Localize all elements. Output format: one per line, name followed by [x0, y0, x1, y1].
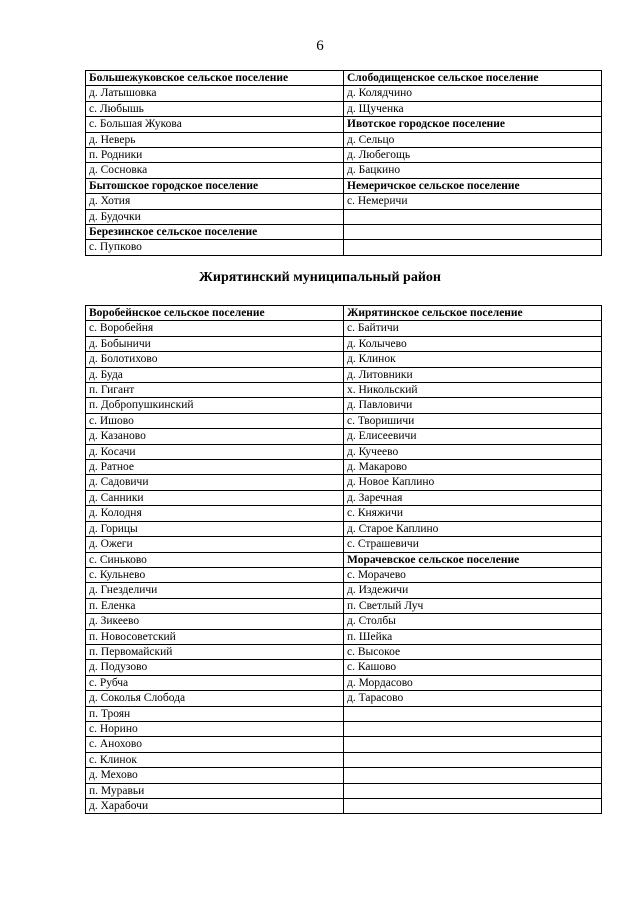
page-number: 6 — [316, 38, 324, 54]
table-row — [86, 660, 602, 675]
locality-cell: с. Норино — [86, 721, 344, 736]
table-row — [86, 117, 602, 132]
locality-cell: с. Ишово — [86, 413, 344, 428]
locality-cell: д. Харабочи — [86, 799, 344, 814]
locality-cell — [344, 783, 602, 798]
locality-cell: с. Клинок — [86, 752, 344, 767]
locality-cell: д. Соколья Слобода — [86, 691, 344, 706]
table-row — [86, 336, 602, 351]
locality-cell: д. Сосновка — [86, 163, 344, 178]
district-title: Жирятинский муниципальный район — [199, 270, 441, 285]
table-row — [86, 706, 602, 721]
table-row — [86, 799, 602, 814]
locality-cell: д. Павловичи — [344, 398, 602, 413]
table-row — [86, 490, 602, 505]
locality-cell: д. Санники — [86, 490, 344, 505]
table-row — [86, 209, 602, 224]
locality-cell: с. Байтичи — [344, 321, 602, 336]
locality-cell: д. Елисеевичи — [344, 429, 602, 444]
locality-cell — [344, 752, 602, 767]
locality-cell: с. Княжичи — [344, 506, 602, 521]
locality-cell: с. Пупково — [86, 240, 344, 255]
locality-cell: д. Косачи — [86, 444, 344, 459]
table-row — [86, 71, 602, 86]
table-row — [86, 86, 602, 101]
locality-cell: д. Бобыничи — [86, 336, 344, 351]
locality-cell: с. Анохово — [86, 737, 344, 752]
table-row — [86, 240, 602, 255]
locality-cell: д. Бацкино — [344, 163, 602, 178]
settlement-header-cell: Ивотское городское поселение — [344, 117, 602, 132]
locality-cell: д. Литовники — [344, 367, 602, 382]
table-row — [86, 460, 602, 475]
table-row — [86, 691, 602, 706]
locality-cell: п. Первомайский — [86, 644, 344, 659]
locality-cell: д. Неверь — [86, 132, 344, 147]
locality-cell: д. Тарасово — [344, 691, 602, 706]
locality-cell: д. Будочки — [86, 209, 344, 224]
locality-cell: д. Макарово — [344, 460, 602, 475]
locality-cell: д. Клинок — [344, 352, 602, 367]
locality-cell: с. Кульнево — [86, 567, 344, 582]
locality-cell: с. Синьково — [86, 552, 344, 567]
locality-cell: п. Гигант — [86, 383, 344, 398]
locality-cell: д. Издежичи — [344, 583, 602, 598]
locality-cell: д. Сельцо — [344, 132, 602, 147]
settlement-header-cell: Воробейнское сельское поселение — [86, 306, 344, 321]
table-row — [86, 132, 602, 147]
settlement-header-cell: Слободищенское сельское поселение — [344, 71, 602, 86]
locality-cell — [344, 721, 602, 736]
locality-cell: д. Щученка — [344, 101, 602, 116]
settlement-header-cell: Березинское сельское поселение — [86, 225, 344, 240]
locality-cell: д. Мехово — [86, 768, 344, 783]
locality-cell: п. Светлый Луч — [344, 598, 602, 613]
table-row — [86, 429, 602, 444]
locality-cell: с. Большая Жукова — [86, 117, 344, 132]
locality-cell: х. Никольский — [344, 383, 602, 398]
settlement-header-cell: Большежуковское сельское поселение — [86, 71, 344, 86]
locality-cell: д. Подузово — [86, 660, 344, 675]
locality-cell: с. Творишичи — [344, 413, 602, 428]
locality-cell: д. Старое Каплино — [344, 521, 602, 536]
table-row — [86, 321, 602, 336]
table-row — [86, 614, 602, 629]
locality-cell: д. Латышовка — [86, 86, 344, 101]
locality-cell: д. Столбы — [344, 614, 602, 629]
locality-cell: д. Новое Каплино — [344, 475, 602, 490]
table-row — [86, 306, 602, 321]
locality-cell: д. Болотихово — [86, 352, 344, 367]
locality-cell: д. Кучеево — [344, 444, 602, 459]
table-row — [86, 163, 602, 178]
locality-cell: д. Гнезделичи — [86, 583, 344, 598]
locality-cell: п. Родники — [86, 148, 344, 163]
locality-cell: с. Немеричи — [344, 194, 602, 209]
table-row — [86, 444, 602, 459]
locality-cell: д. Ратное — [86, 460, 344, 475]
table-row — [86, 521, 602, 536]
table-row — [86, 675, 602, 690]
locality-cell: д. Колядчино — [344, 86, 602, 101]
settlement-header-cell: Немеричское сельское поселение — [344, 178, 602, 193]
table-row — [86, 752, 602, 767]
locality-cell — [344, 209, 602, 224]
locality-cell: д. Колычево — [344, 336, 602, 351]
locality-cell: д. Колодня — [86, 506, 344, 521]
table-row — [86, 383, 602, 398]
settlement-header-cell: Жирятинское сельское поселение — [344, 306, 602, 321]
table-row — [86, 225, 602, 240]
locality-cell — [344, 799, 602, 814]
locality-cell: д. Садовичи — [86, 475, 344, 490]
locality-cell: д. Любегощь — [344, 148, 602, 163]
locality-cell — [344, 225, 602, 240]
table-row — [86, 352, 602, 367]
locality-cell: с. Рубча — [86, 675, 344, 690]
table-row — [86, 148, 602, 163]
locality-cell — [344, 706, 602, 721]
table-row — [86, 506, 602, 521]
table-row — [86, 583, 602, 598]
locality-cell: п. Шейка — [344, 629, 602, 644]
locality-cell: п. Троян — [86, 706, 344, 721]
table-row — [86, 413, 602, 428]
table-row — [86, 783, 602, 798]
locality-cell: с. Воробейня — [86, 321, 344, 336]
locality-cell: с. Высокое — [344, 644, 602, 659]
locality-cell: д. Хотия — [86, 194, 344, 209]
table-row — [86, 367, 602, 382]
locality-cell: д. Зикеево — [86, 614, 344, 629]
locality-cell — [344, 737, 602, 752]
locality-cell: д. Мордасово — [344, 675, 602, 690]
locality-cell — [344, 240, 602, 255]
table-row — [86, 629, 602, 644]
table-row — [86, 644, 602, 659]
locality-cell: п. Новосоветский — [86, 629, 344, 644]
table-row — [86, 552, 602, 567]
settlement-header-cell: Бытошское городское поселение — [86, 178, 344, 193]
locality-cell: с. Кашово — [344, 660, 602, 675]
settlement-header-cell: Морачевское сельское поселение — [344, 552, 602, 567]
locality-cell: с. Страшевичи — [344, 537, 602, 552]
settlements-table-1 — [85, 70, 602, 256]
locality-cell — [344, 768, 602, 783]
locality-cell: п. Добропушкинский — [86, 398, 344, 413]
locality-cell: с. Любышь — [86, 101, 344, 116]
table-row — [86, 194, 602, 209]
table-row — [86, 398, 602, 413]
locality-cell: д. Заречная — [344, 490, 602, 505]
table-row — [86, 737, 602, 752]
table-row — [86, 537, 602, 552]
table-row — [86, 101, 602, 116]
table-row — [86, 475, 602, 490]
table-row — [86, 721, 602, 736]
locality-cell: п. Еленка — [86, 598, 344, 613]
locality-cell: п. Муравьи — [86, 783, 344, 798]
locality-cell: с. Морачево — [344, 567, 602, 582]
table-row — [86, 598, 602, 613]
locality-cell: д. Горицы — [86, 521, 344, 536]
locality-cell: д. Казаново — [86, 429, 344, 444]
settlements-table-2 — [85, 305, 602, 814]
table-row — [86, 567, 602, 582]
table-row — [86, 768, 602, 783]
locality-cell: д. Буда — [86, 367, 344, 382]
locality-cell: д. Ожеги — [86, 537, 344, 552]
table-row — [86, 178, 602, 193]
